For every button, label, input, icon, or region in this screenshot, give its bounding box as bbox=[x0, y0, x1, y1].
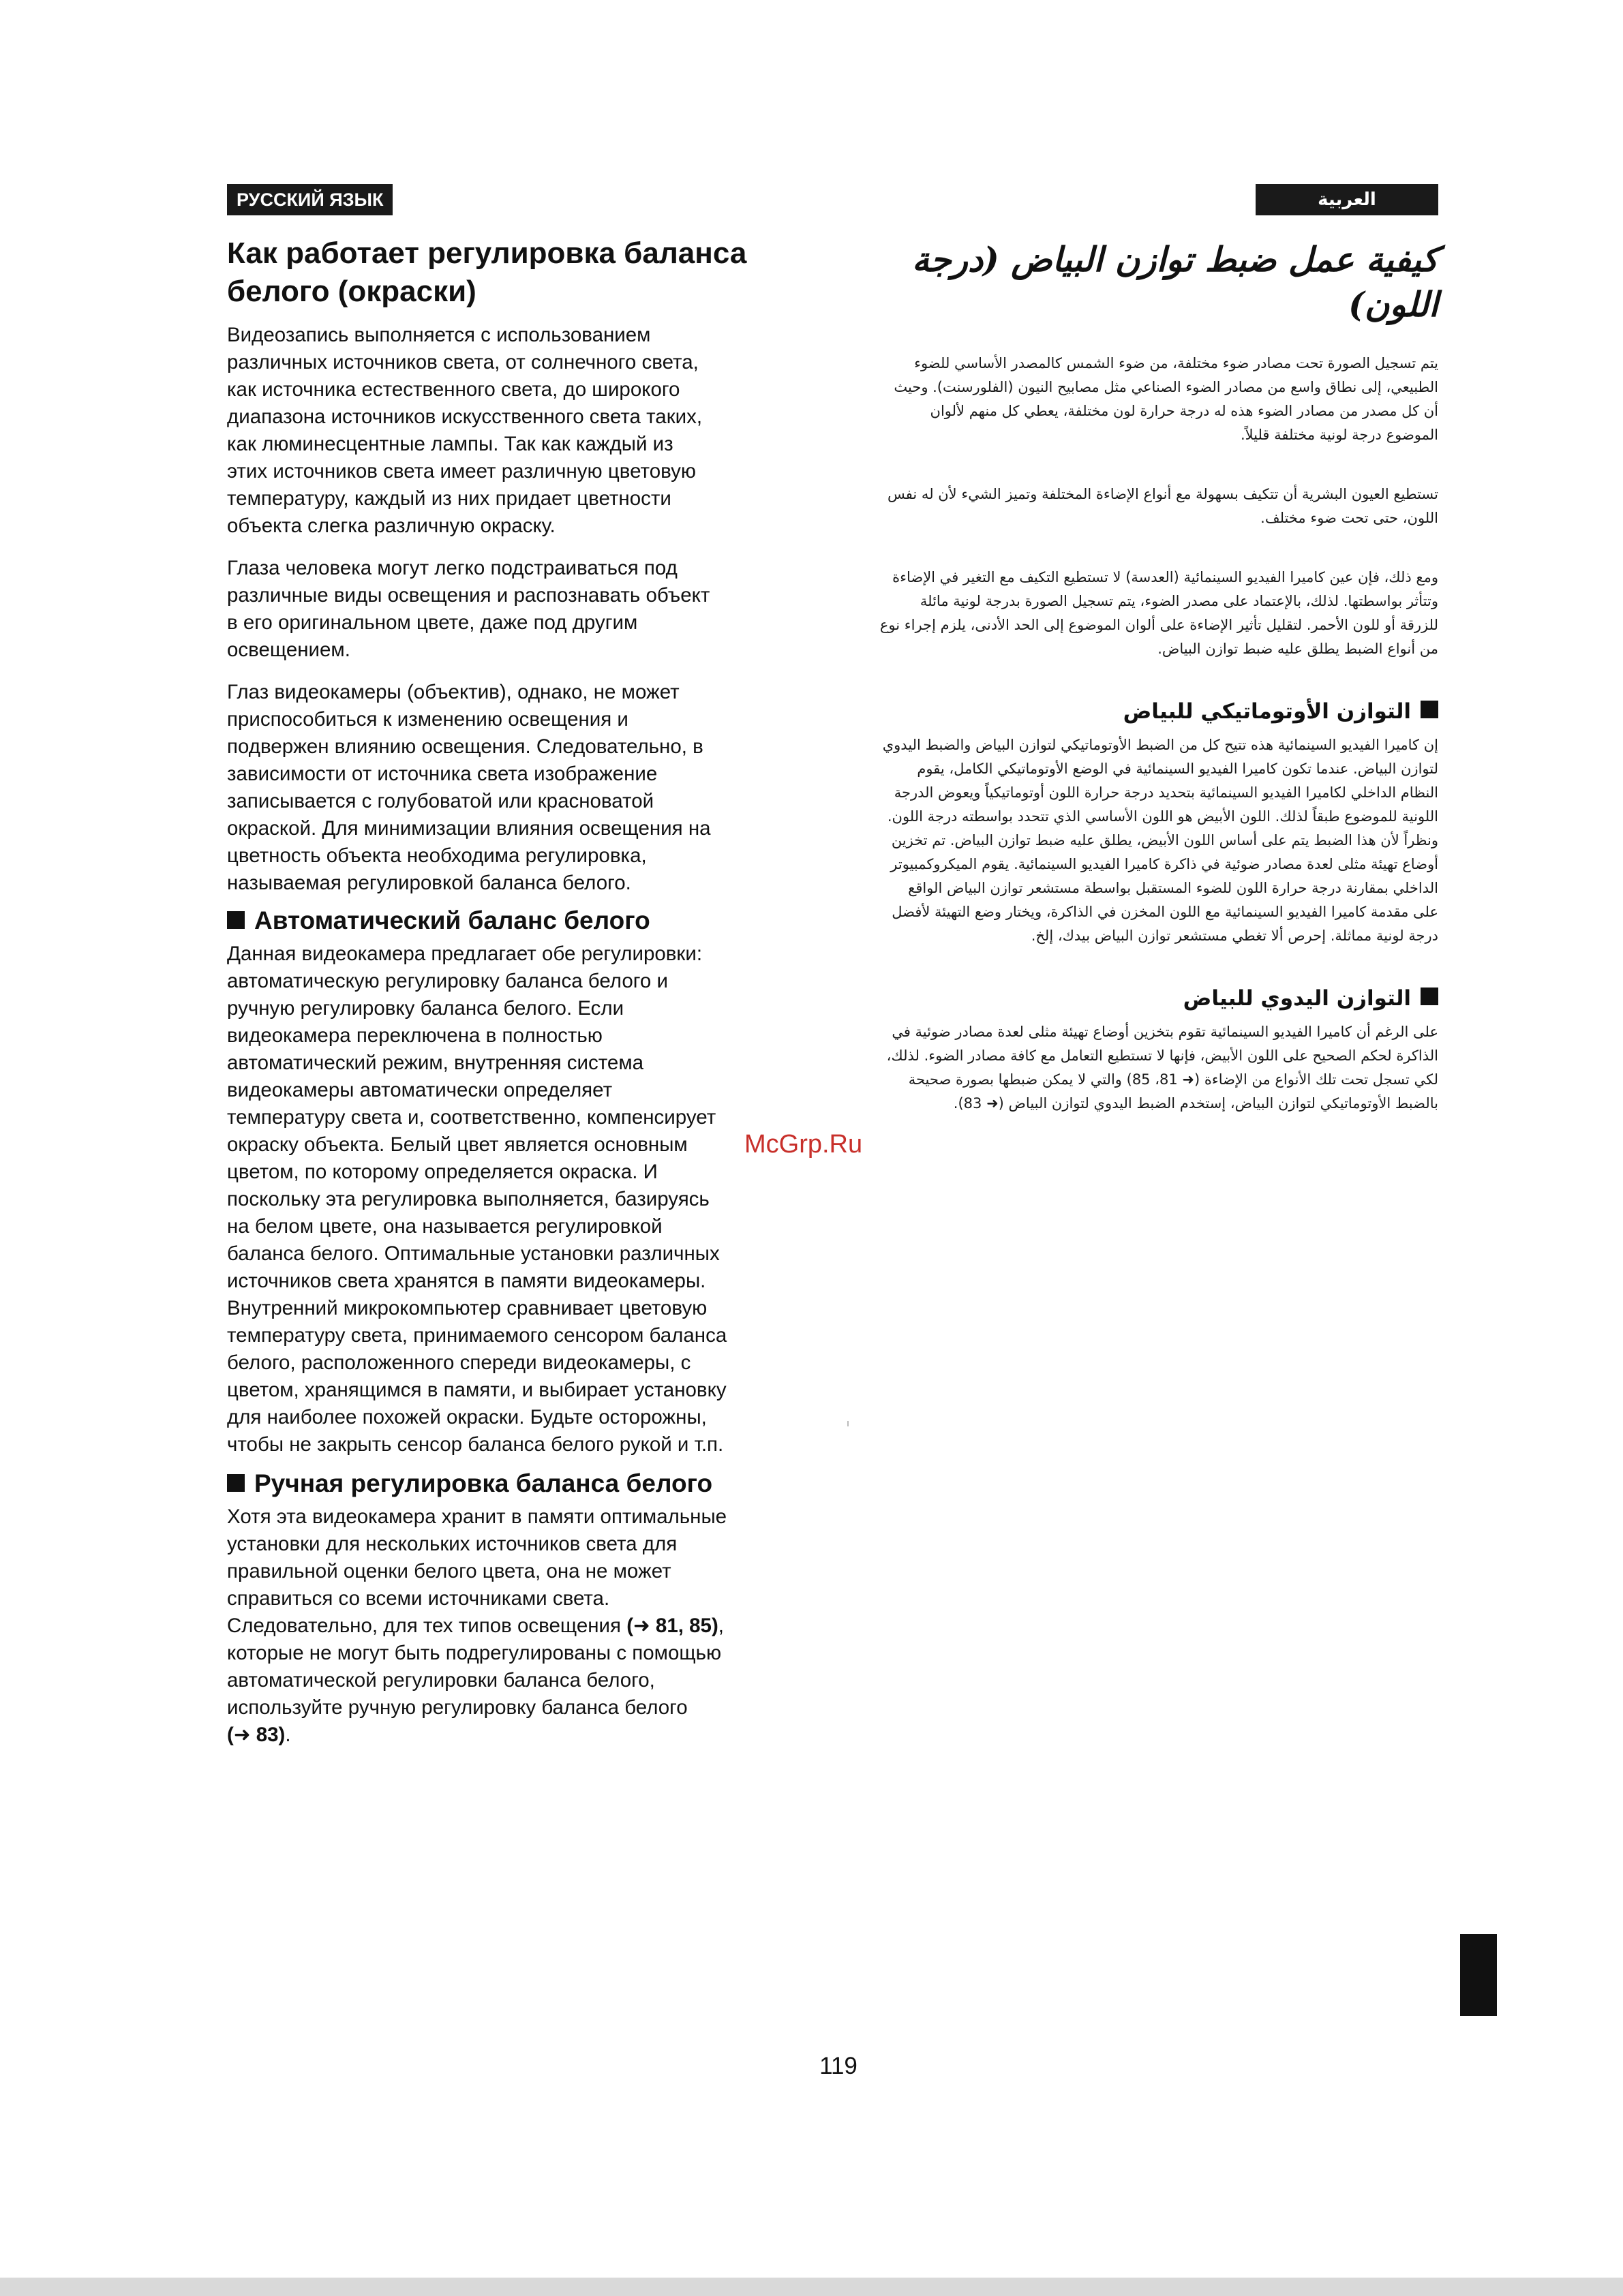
russian-intro-paragraph-2: Глаза человека могут легко подстраиваться под различные виды освещения и распознавать объект в его оригинальном цвете, даже под другим освещением. bbox=[227, 557, 710, 661]
russian-manual-wb-heading-text: Ручная регулировка баланса белого bbox=[254, 1469, 713, 1497]
square-bullet-icon bbox=[227, 1474, 245, 1492]
arabic-intro-paragraph-3: ومع ذلك، فإن عين كاميرا الفيديو السينمائية (العدسة) لا تستطيع التكيف مع التغير في الإضاءة وتتأثر بواسطتها. لذلك، بالإعتماد على مصدر الضوء، يتم تسجيل الصورة بدرجة لونية مائلة للزرقة أو للون الأحمر. لتقليل تأثير الإضاءة على ألوان الموضوع إلى الحد الأدنى، يلزم إجراء نوع من أنواع الضبط يطلق عليه ضبط توازن البياض. bbox=[879, 569, 1438, 657]
arabic-auto-wb-heading-text: التوازن الأوتوماتيكي للبياض bbox=[1123, 699, 1411, 724]
arabic-title: كيفية عمل ضبط توازن البياض (درجة اللون) bbox=[912, 239, 1438, 324]
arabic-manual-wb-text: على الرغم أن كاميرا الفيديو السينمائية تقوم بتخزين أوضاع تهيئة مثلى لعدة مصادر ضوئية في الذاكرة لحكم الصحيح على اللون الأبيض، فإنها لا تستطيع التعامل مع كافة مصادر الضوء. لذلك، لكي تسجل تحت تلك الأنواع من الإضاءة (➜ 81، 85) والتي لا يمكن ضبطها بصورة صحيحة بالضبط الأوتوماتيكي لتوازن البياض، إستخدم الضبط اليدوي لتوازن البياض (➜ 83). bbox=[886, 1024, 1438, 1112]
thumb-index-tab bbox=[1460, 1934, 1497, 2016]
arabic-intro-paragraph-1: يتم تسجيل الصورة تحت مصادر ضوء مختلفة، من ضوء الشمس كالمصدر الأساسي للضوء الطبيعي، إلى نطاق واسع من مصادر الضوء الصناعي مثل مصابيح النيون (الفلورسنت). وحيث أن كل مصدر من مصادر الضوء هذه له درجة حرارة لون مختلفة، يعطي كل منهم لألوان الموضوع درجة لونية مختلفة قليلاً. bbox=[894, 355, 1438, 443]
page-reference-83: (➜ 83) bbox=[227, 1724, 286, 1746]
page-reference-81-85: (➜ 81, 85) bbox=[626, 1614, 718, 1637]
square-bullet-icon bbox=[1421, 988, 1438, 1005]
arabic-intro-paragraph-2: تستطيع العيون البشرية أن تتكيف بسهولة مع أنواع الإضاءة المختلفة وتميز الشيء لأن له نفس اللون، حتى تحت ضوء مختلف. bbox=[888, 486, 1438, 526]
scan-mark bbox=[847, 1421, 849, 1426]
manual-text-part-3: . bbox=[285, 1724, 291, 1746]
russian-intro-paragraph-1: Видеозапись выполняется с использованием различных источников света, от солнечного света, как источника естественного света, до широкого диапазона источников искусственного света таких, как люминесцентные лампы. Так как каждый из этих источников света имеет различную цветовую температуру, каждый из них придает цветности объекта слегка различную окраску. bbox=[227, 324, 703, 537]
manual-text-part-2: , которые не могут быть подрегулированы с помощью автоматической регулировки баланса белого, используйте ручную регулировку баланса белого bbox=[227, 1614, 724, 1719]
russian-auto-wb-heading-text: Автоматический баланс белого bbox=[254, 906, 650, 934]
scan-bottom-strip bbox=[0, 2278, 1623, 2296]
russian-auto-wb-text: Данная видеокамера предлагает обе регулировки: автоматическую регулировку баланса белого и ручную регулировку баланса белого. Если видеокамера переключена в полностью автоматический режим, внутренняя система видеокамеры автоматически определяет температуру света и, соответственно, компенсирует окраску объекта. Белый цвет является основным цветом, по которому определяется окраска. И поскольку эта регулировка выполняется, базируясь на белом цвете, она называется регулировкой баланса белого. Оптимальные установки различных источников света хранятся в памяти видеокамеры. Внутренний микрокомпьютер сравнивает цветовую температуру света, принимаемого сенсором баланса белого, расположенного спереди видеокамеры, с цветом, хранящимся в памяти, и выбирает установку для наиболее похожей окраски. Будьте осторожны, чтобы не закрыть сенсор баланса белого рукой и т.п. bbox=[227, 943, 727, 1456]
arabic-auto-wb-heading bbox=[879, 697, 1438, 726]
arabic-manual-wb-heading bbox=[879, 983, 1438, 1013]
russian-intro-paragraph-3: Глаз видеокамеры (объектив), однако, не может приспособиться к изменению освещения и подвержен влиянию освещения. Следовательно, в зависимости от источника света изображение записывается с голубоватой или красноватой окраской. Для минимизации влияния освещения на цветность объекта необходима регулировка, называемая регулировкой баланса белого. bbox=[227, 681, 711, 894]
watermark: McGrp.Ru bbox=[744, 1130, 863, 1159]
russian-title: Как работает регулировка баланса белого (окраски) bbox=[227, 236, 747, 308]
arabic-auto-wb-text: إن كاميرا الفيديو السينمائية هذه تتيح كل من الضبط الأوتوماتيكي لتوازن البياض والضبط اليدوي لتوازن البياض. عندما تكون كاميرا الفيديو السينمائية في الوضع الأوتوماتيكي الكامل، يقوم النظام الداخلي لكاميرا الفيديو السينمائية بتحديد درجة حرارة اللون أوتوماتيكياً ويعوض الدرجة اللونية للموضوع طبقاً لذلك. اللون الأبيض هو اللون الأساسي الذي تتحدد بواسطته درجة اللون. ونظراً لأن هذا الضبط يتم على أساس اللون الأبيض، يطلق عليه ضبط توازن البياض. تم تخزين أوضاع تهيئة مثلى لعدة مصادر ضوئية في ذاكرة كاميرا الفيديو السينمائية. يقوم الميكروكمبيوتر الداخلي بمقارنة درجة حرارة اللون للضوء المستقبل بواسطة مستشعر توازن البياض الواقع على مقدمة كاميرا الفيديو السينمائية مع اللون المخزن في الذاكرة، ويختار وضع التهيئة لأفضل درجة لونية مماثلة. إحرص ألا تغطي مستشعر توازن البياض بيدك، إلخ. bbox=[882, 737, 1438, 944]
square-bullet-icon bbox=[227, 911, 245, 929]
page-number: 119 bbox=[819, 2053, 858, 2079]
square-bullet-icon bbox=[1421, 701, 1438, 718]
manual-text-part-1: Хотя эта видеокамера хранит в памяти оптимальные установки для нескольких источников света для правильной оценки белого цвета, она не может справиться со всеми источниками света. Следовательно, для тех типов освещения bbox=[227, 1505, 727, 1637]
arabic-manual-wb-heading-text: التوازن اليدوي للبياض bbox=[1183, 986, 1411, 1011]
arabic-language-tab: العربية bbox=[1256, 184, 1438, 215]
russian-language-tab: РУССКИЙ ЯЗЫК bbox=[227, 184, 393, 215]
russian-column bbox=[227, 184, 786, 1764]
russian-auto-wb-heading bbox=[227, 905, 786, 936]
russian-manual-wb-heading bbox=[227, 1468, 786, 1499]
arabic-column bbox=[879, 184, 1438, 1151]
russian-manual-wb-text bbox=[227, 1503, 786, 1749]
